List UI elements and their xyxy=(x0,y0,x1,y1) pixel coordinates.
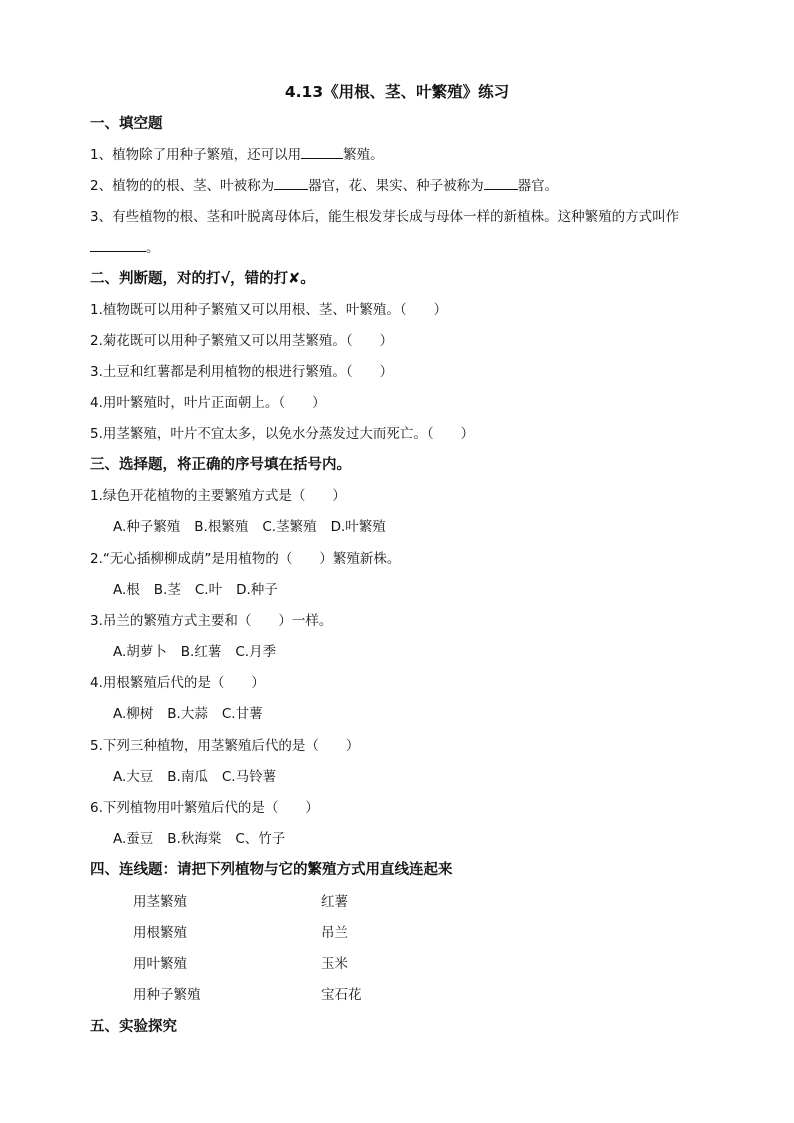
q1-text-a: 1、植物除了用种子繁殖，还可以用 xyxy=(90,147,302,163)
matching-right-item: 吊兰 xyxy=(321,925,348,941)
choice-option: A.根 xyxy=(113,582,140,598)
section-matching-heading: 四、连线题：请把下列植物与它的繁殖方式用直线连起来 xyxy=(90,862,453,878)
choice-option: C.马铃薯 xyxy=(221,769,277,785)
choice-question-6: 6.下列植物用叶繁殖后代的是（ ） xyxy=(90,800,319,816)
fill-blank-q2 xyxy=(90,176,558,196)
matching-left-item: 用种子繁殖 xyxy=(133,987,201,1003)
choice-options-4 xyxy=(113,704,263,724)
matching-right-item: 红薯 xyxy=(321,894,348,910)
true-false-item: 4.用叶繁殖时，叶片正面朝上。（ ） xyxy=(90,395,326,411)
choice-options-2 xyxy=(113,580,278,600)
choice-option: A.大豆 xyxy=(113,769,154,785)
q2-text-a: 2、植物的的根、茎、叶被称为 xyxy=(90,178,275,194)
choice-option: D.叶繁殖 xyxy=(330,519,386,535)
choice-option: B.秋海棠 xyxy=(167,831,222,847)
matching-right-item: 玉米 xyxy=(321,956,348,972)
choice-option: C.月季 xyxy=(235,644,277,660)
choice-option: A.柳树 xyxy=(113,706,154,722)
q1-text-b: 繁殖。 xyxy=(343,147,384,163)
choice-options-3 xyxy=(113,642,276,662)
true-false-item: 3.土豆和红薯都是利用植物的根进行繁殖。（ ） xyxy=(90,364,394,380)
true-false-item: 5.用茎繁殖，叶片不宜太多，以免水分蒸发过大而死亡。（ ） xyxy=(90,426,475,442)
choice-option: A.种子繁殖 xyxy=(113,519,181,535)
choice-option: B.红薯 xyxy=(180,644,222,660)
choice-question-4: 4.用根繁殖后代的是（ ） xyxy=(90,675,265,691)
page-title: 4.13《用根、茎、叶繁殖》练习 xyxy=(284,83,510,101)
choice-option: B.南瓜 xyxy=(167,769,208,785)
q2-text-b: 器官，花、果实、种子被称为 xyxy=(308,178,484,194)
true-false-item: 2.菊花既可以用种子繁殖又可以用茎繁殖。（ ） xyxy=(90,333,394,349)
matching-left-item: 用根繁殖 xyxy=(133,925,187,941)
choice-question-1: 1.绿色开花植物的主要繁殖方式是（ ） xyxy=(90,488,346,504)
choice-option: A.蚕豆 xyxy=(113,831,154,847)
choice-question-5: 5.下列三种植物，用茎繁殖后代的是（ ） xyxy=(90,738,360,754)
q3-blank xyxy=(90,239,146,252)
fill-blank-q1 xyxy=(90,145,384,165)
choice-option: C.甘薯 xyxy=(221,706,263,722)
q2-blank-2 xyxy=(484,177,518,190)
choice-options-5 xyxy=(113,767,276,787)
choice-options-1 xyxy=(113,517,386,537)
choice-option: C、竹子 xyxy=(235,831,286,847)
choice-option: B.茎 xyxy=(153,582,181,598)
section-fill-blank-heading: 一、填空题 xyxy=(90,116,163,132)
section-true-false-heading: 二、判断题，对的打√，错的打✘。 xyxy=(90,271,315,287)
choice-options-6 xyxy=(113,829,285,849)
q1-blank xyxy=(301,146,343,159)
choice-question-2: 2.“无心插柳柳成荫”是用植物的（ ）繁殖新株。 xyxy=(90,551,401,567)
choice-option: C.叶 xyxy=(194,582,223,598)
q3-text-b: 。 xyxy=(146,240,160,256)
fill-blank-q3: 3、有些植物的根、茎和叶脱离母体后，能生根发芽长成与母体一样的新植株。这种繁殖的方式叫作 xyxy=(90,209,680,225)
q2-text-c: 器官。 xyxy=(517,178,559,194)
choice-question-3: 3.吊兰的繁殖方式主要和（ ）一样。 xyxy=(90,613,333,629)
fill-blank-q3-cont xyxy=(90,238,160,258)
q2-blank-1 xyxy=(274,177,308,190)
choice-option: D.种子 xyxy=(236,582,278,598)
section-choice-heading: 三、选择题，将正确的序号填在括号内。 xyxy=(90,457,351,473)
matching-right-item: 宝石花 xyxy=(321,987,362,1003)
choice-option: A.胡萝卜 xyxy=(113,644,167,660)
choice-option: B.根繁殖 xyxy=(194,519,249,535)
matching-left-item: 用茎繁殖 xyxy=(133,894,187,910)
choice-option: C.茎繁殖 xyxy=(262,519,317,535)
section-experiment-heading: 五、实验探究 xyxy=(90,1019,177,1035)
matching-left-item: 用叶繁殖 xyxy=(133,956,187,972)
true-false-item: 1.植物既可以用种子繁殖又可以用根、茎、叶繁殖。（ ） xyxy=(90,302,448,318)
choice-option: B.大蒜 xyxy=(167,706,208,722)
